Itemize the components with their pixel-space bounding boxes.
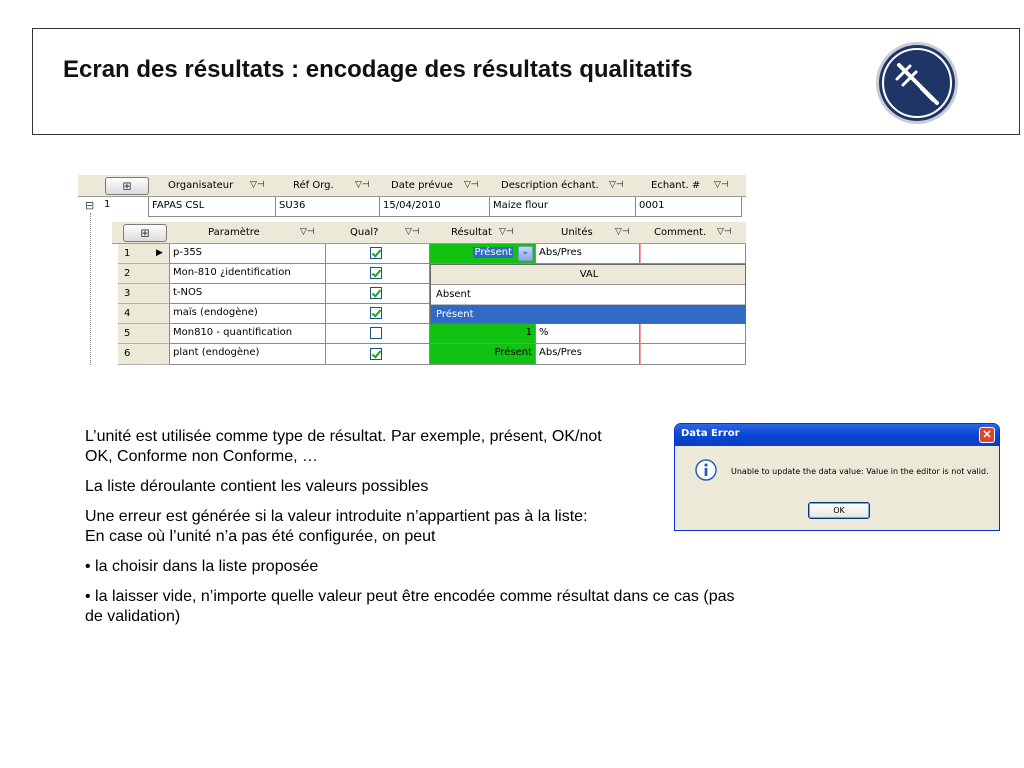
- row-indicator: [118, 244, 170, 264]
- chevron-down-icon: ⌄: [521, 246, 530, 257]
- filter-icon[interactable]: ▽⊣: [464, 180, 479, 190]
- row-indicator: [118, 264, 170, 284]
- info-icon: [695, 459, 717, 481]
- cell-comment[interactable]: [640, 244, 746, 264]
- col-description[interactable]: Description échant.: [501, 180, 599, 191]
- filter-icon[interactable]: ▽⊣: [499, 227, 514, 237]
- filter-icon[interactable]: ▽⊣: [714, 180, 729, 190]
- col-date-prevue[interactable]: Date prévue: [391, 180, 453, 191]
- col-qual[interactable]: Qual?: [350, 227, 379, 238]
- cell-unites[interactable]: Abs/Pres: [536, 344, 640, 365]
- column-chooser-button[interactable]: [105, 177, 149, 195]
- cell-parametre[interactable]: Mon-810 ¿identification: [170, 264, 326, 284]
- col-ref-org[interactable]: Réf Org.: [293, 180, 334, 191]
- col-unites[interactable]: Unités: [561, 227, 593, 238]
- filter-icon[interactable]: ▽⊣: [717, 227, 732, 237]
- col-organisateur[interactable]: Organisateur: [168, 180, 234, 191]
- cell-parametre[interactable]: maïs (endogène): [170, 304, 326, 324]
- parent-row-number: 1: [104, 199, 111, 210]
- column-chooser-icon: ⊞: [140, 226, 150, 240]
- cell-qual[interactable]: [326, 284, 430, 304]
- cell-parametre[interactable]: t-NOS: [170, 284, 326, 304]
- cell-comment[interactable]: [640, 324, 746, 344]
- result-dropdown-list[interactable]: [430, 264, 746, 324]
- bullet-item: • la laisser vide, n’importe quelle valeur peut être encodée comme résultat dans ce cas (pas de validation): [85, 588, 735, 625]
- filter-icon[interactable]: ▽⊣: [355, 180, 370, 190]
- qual-checkbox[interactable]: [370, 348, 382, 360]
- col-comment[interactable]: Comment.: [654, 227, 707, 238]
- cell-qual[interactable]: [326, 304, 430, 324]
- dialog-title-bar[interactable]: [675, 424, 999, 446]
- cell-resultat[interactable]: 1: [430, 324, 536, 344]
- filter-icon[interactable]: ▽⊣: [405, 227, 420, 237]
- slide-header: [32, 28, 1020, 135]
- cell-date[interactable]: 15/04/2010: [380, 197, 490, 217]
- close-button[interactable]: [979, 427, 995, 443]
- row-indicator: [118, 324, 170, 344]
- qual-checkbox[interactable]: [370, 287, 382, 299]
- col-resultat[interactable]: Résultat: [451, 227, 492, 238]
- crossed-utensils-icon: [875, 41, 959, 125]
- cell-parametre[interactable]: plant (endogène): [170, 344, 326, 365]
- cell-description[interactable]: Maize flour: [490, 197, 636, 217]
- column-chooser-icon: ⊞: [122, 179, 132, 193]
- bullet-item: • la choisir dans la liste proposée: [85, 558, 319, 575]
- row-number: 1: [124, 248, 131, 259]
- filter-icon[interactable]: ▽⊣: [615, 227, 630, 237]
- row-number: 6: [124, 348, 131, 359]
- cell-organisateur[interactable]: FAPAS CSL: [148, 197, 276, 217]
- qual-checkbox[interactable]: [370, 247, 382, 259]
- cell-parametre[interactable]: p-35S: [170, 244, 326, 264]
- close-icon: ✕: [982, 429, 992, 441]
- dialog-title: Data Error: [681, 428, 740, 439]
- dropdown-arrow-button[interactable]: [518, 246, 533, 261]
- col-echant[interactable]: Echant. #: [651, 180, 701, 191]
- qual-checkbox[interactable]: [370, 307, 382, 319]
- qual-checkbox[interactable]: [370, 267, 382, 279]
- cell-echant[interactable]: 0001: [636, 197, 742, 217]
- body-paragraph: En case où l’unité n’a pas été configurée, on peut: [85, 528, 436, 545]
- body-paragraph: La liste déroulante contient les valeurs possibles: [85, 478, 429, 495]
- expand-toggle-icon[interactable]: ⊟: [85, 199, 95, 212]
- filter-icon[interactable]: ▽⊣: [300, 227, 315, 237]
- results-grid: [78, 175, 746, 365]
- dropdown-header: VAL: [431, 265, 746, 285]
- cell-resultat-editing[interactable]: [430, 244, 536, 264]
- filter-icon[interactable]: ▽⊣: [250, 180, 265, 190]
- dropdown-option[interactable]: Absent: [431, 285, 746, 305]
- cell-unites[interactable]: %: [536, 324, 640, 344]
- cell-unites[interactable]: Abs/Pres: [536, 244, 640, 264]
- cell-parametre[interactable]: Mon810 - quantification: [170, 324, 326, 344]
- qual-checkbox[interactable]: [370, 327, 382, 339]
- row-indicator: [118, 344, 170, 365]
- dropdown-option-selected[interactable]: Présent: [431, 305, 746, 324]
- cell-comment[interactable]: [640, 344, 746, 365]
- data-error-dialog: [674, 423, 1000, 531]
- row-indicator: [118, 304, 170, 324]
- slide-body: [85, 427, 745, 627]
- row-indicator: [118, 284, 170, 304]
- row-number: 5: [124, 328, 131, 339]
- filter-icon[interactable]: ▽⊣: [609, 180, 624, 190]
- cell-qual[interactable]: [326, 344, 430, 365]
- cell-qual[interactable]: [326, 244, 430, 264]
- current-row-arrow-icon: ▶: [156, 248, 163, 258]
- cell-resultat[interactable]: Présent: [430, 344, 536, 365]
- dialog-message: Unable to update the data value: Value in the editor is not valid.: [731, 467, 989, 476]
- cell-qual[interactable]: [326, 324, 430, 344]
- child-column-chooser-button[interactable]: [123, 224, 167, 242]
- cell-qual[interactable]: [326, 264, 430, 284]
- row-number: 2: [124, 268, 131, 279]
- tree-line: [90, 213, 91, 365]
- slide-title: Ecran des résultats : encodage des résultats qualitatifs: [63, 56, 693, 83]
- row-number: 4: [124, 308, 131, 319]
- cell-ref-org[interactable]: SU36: [276, 197, 380, 217]
- row-number: 3: [124, 288, 131, 299]
- result-value: Présent: [474, 247, 512, 258]
- ok-button[interactable]: OK: [808, 502, 870, 519]
- body-paragraph: Une erreur est générée si la valeur introduite n’appartient pas à la liste:: [85, 508, 588, 525]
- col-parametre[interactable]: Paramètre: [208, 227, 260, 238]
- body-paragraph: L’unité est utilisée comme type de résultat. Par exemple, présent, OK/not OK, Conforme non Conforme, …: [85, 428, 602, 465]
